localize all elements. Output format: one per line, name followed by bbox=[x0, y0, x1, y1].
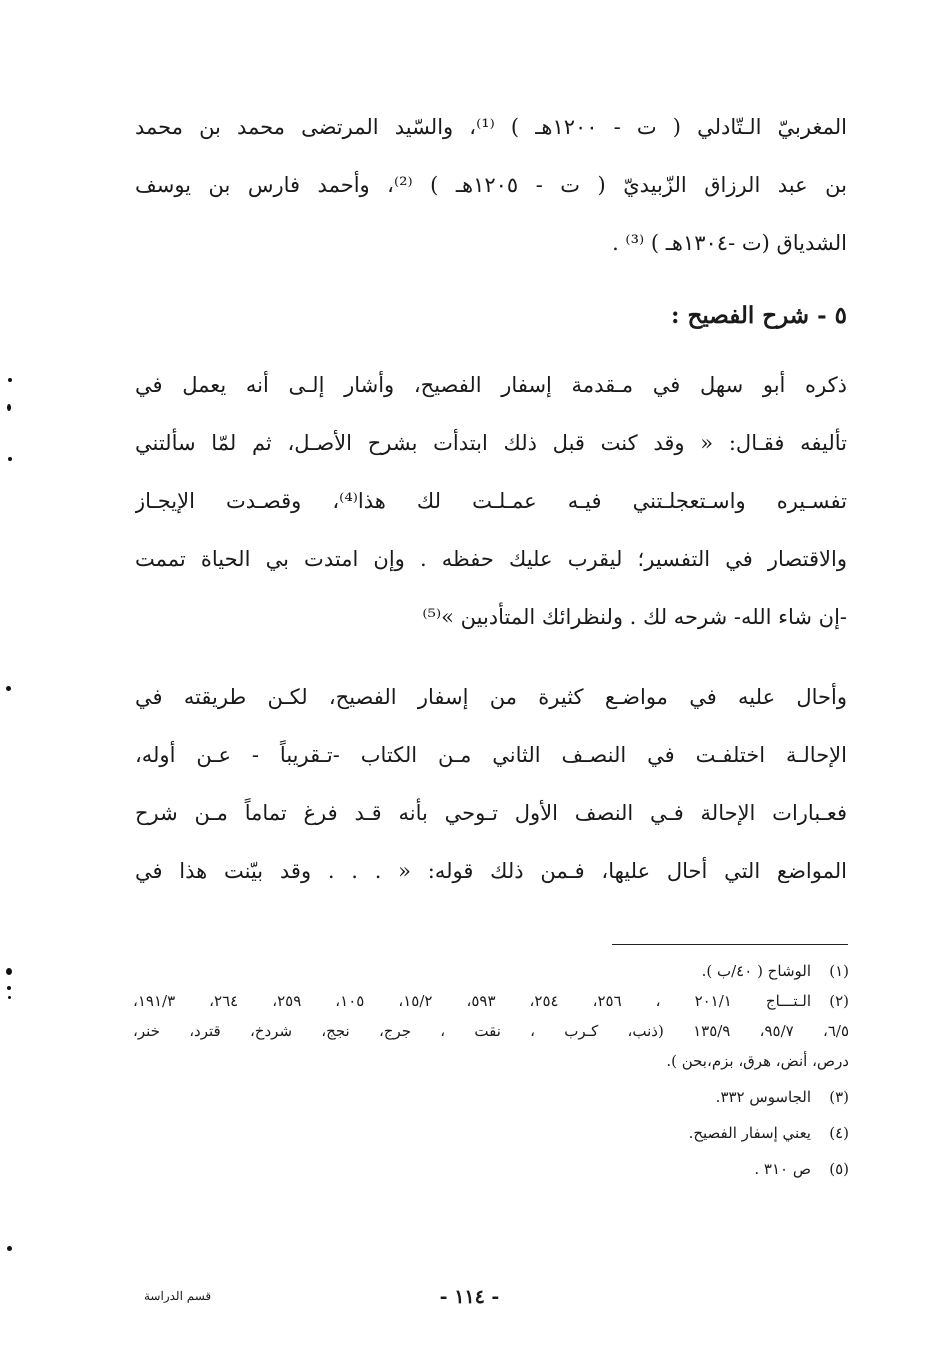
text-line: تأليفه فقـال: « وقد كنت قبل ذلك ابتدأت بشرح الأصـل، ثم لمّا سألتني bbox=[135, 431, 847, 455]
scan-speck bbox=[7, 404, 11, 411]
footnote-divider bbox=[612, 944, 848, 945]
scan-speck bbox=[7, 986, 11, 990]
paragraph-description bbox=[135, 356, 847, 646]
scan-speck bbox=[8, 457, 12, 461]
footnote-text: الجاسوس ٣٣٢. bbox=[715, 1088, 811, 1106]
footnote-item bbox=[133, 1118, 849, 1148]
paragraph-intro bbox=[135, 98, 847, 272]
footnote-item bbox=[133, 1154, 849, 1184]
text-line: المواضع التي أحال عليها، فـمن ذلك قوله: « . . . وقد بيّنت هذا في bbox=[135, 859, 847, 883]
scan-speck bbox=[7, 1246, 12, 1251]
text-line: تفسـيره واسـتعجلـتني فيـه عمـلـت لك هذا⁽⁴⁾، وقصـدت الإيجـاز bbox=[135, 489, 847, 513]
footnote-text: ص ٣١٠ . bbox=[754, 1160, 811, 1178]
text-line: الشدياق (ت -١٣٠٤هـ ) ⁽³⁾ . bbox=[612, 231, 847, 255]
section-heading: ٥ - شرح الفصيح : bbox=[671, 302, 847, 329]
footnotes bbox=[133, 956, 849, 1184]
footnote-number: (٢) bbox=[829, 992, 849, 1010]
footnote-continuation: درص، أنض، هرق، بزم،بحن ). bbox=[666, 1052, 849, 1070]
text-line: الإحالـة اختلفـت في النصـف الثاني مـن الكتاب -تـقريباً - عـن أوله، bbox=[135, 743, 847, 767]
footnote-text: الوشاح ( ٤٠/ب ). bbox=[701, 962, 811, 980]
text-line: فعـبارات الإحالة فـي النصف الأول تـوحي بأنه قـد فرغ تماماً مـن شرح bbox=[135, 801, 847, 825]
section-label: قسم الدراسة bbox=[144, 1289, 212, 1303]
text-line: ذكره أبو سهل في مـقدمة إسفار الفصيح، وأشار إلـى أنه يعمل في bbox=[135, 373, 847, 397]
scan-speck bbox=[8, 378, 12, 382]
scan-speck bbox=[6, 686, 11, 691]
text-line: -إن شاء الله- شرحه لك . ولنظرائك المتأدبين »⁽⁵⁾ bbox=[422, 605, 847, 629]
page-number: - ١١٤ - bbox=[439, 1286, 500, 1308]
scan-speck bbox=[6, 968, 12, 975]
footnote-continuation: ٦/٥، ٩٥/٧، ١٣٥/٩ (ذنب، كـرب ، نقت ، جرج، نجج، شردخ، قترد، خنر، bbox=[133, 1022, 850, 1040]
text-line: بن عبد الرزاق الزّبيديّ ( ت - ١٢٠٥هـ ) ⁽²⁾، وأحمد فارس بن يوسف bbox=[135, 173, 847, 197]
paragraph-references bbox=[135, 668, 847, 900]
footnote-number: (١) bbox=[829, 962, 849, 980]
footnote-item bbox=[133, 1082, 849, 1112]
footnote-text: الـتـــاج ٢٠١/١ ، ٢٥٦، ٢٥٤، ٥٩٣، ١٥/٢، ١٠٥، ٢٥٩، ٢٦٤، ١٩١/٣، bbox=[133, 992, 811, 1010]
text-line: المغربيّ الـتّادلي ( ت - ١٢٠٠هـ ) ⁽¹⁾، والسّيد المرتضى محمد بن محمد bbox=[135, 115, 847, 139]
footnote-number: (٣) bbox=[829, 1088, 849, 1106]
footnote-item bbox=[133, 956, 849, 986]
scan-speck bbox=[8, 996, 11, 999]
footnote-text: يعني إسفار الفصيح. bbox=[688, 1124, 811, 1142]
text-line: والاقتصار في التفسير؛ ليقرب عليك حفظه . وإن امتدت بي الحياة تممت bbox=[135, 547, 847, 571]
footnote-number: (٥) bbox=[829, 1160, 849, 1178]
footnote-number: (٤) bbox=[829, 1124, 849, 1142]
text-line: وأحال عليه في مواضـع كثيرة من إسفار الفصيح، لكـن طريقته في bbox=[135, 685, 847, 709]
footnote-item bbox=[133, 986, 849, 1016]
